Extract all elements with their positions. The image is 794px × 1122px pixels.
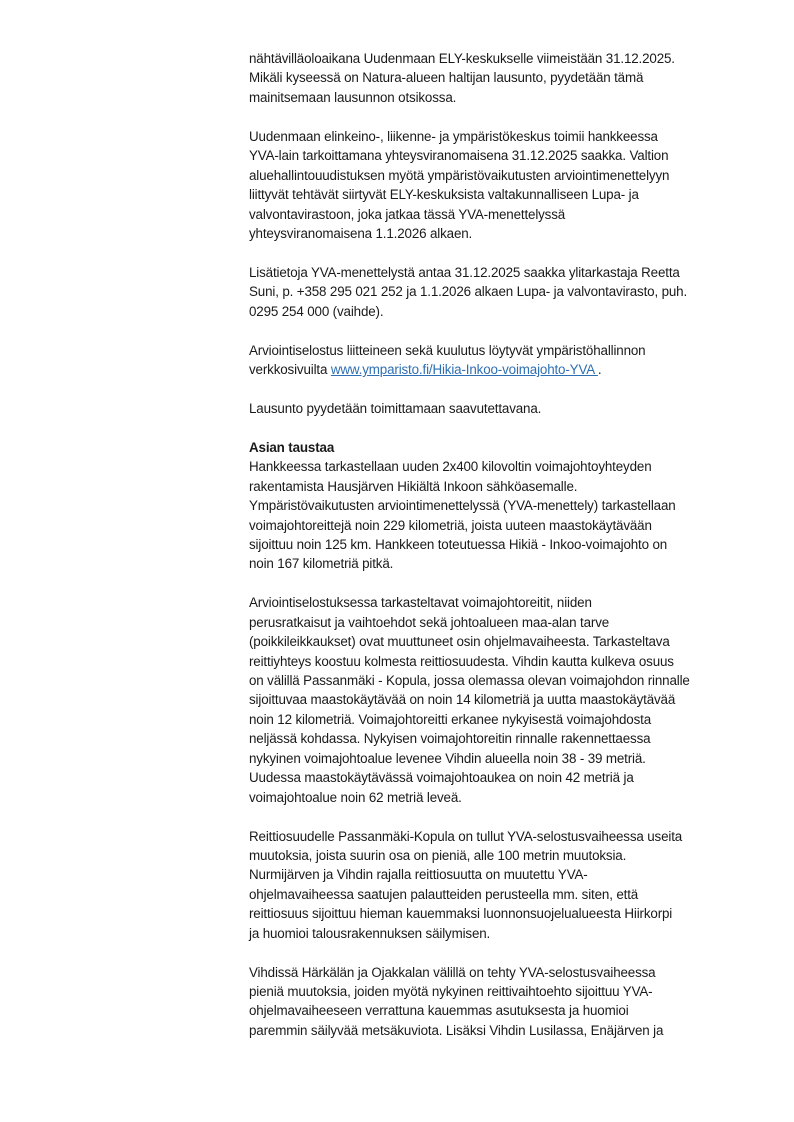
text-line: Arviointiselostus liitteineen sekä kuulutus löytyvät ympäristöhallinnon (249, 342, 646, 358)
environment-website-link[interactable]: www.ymparisto.fi/Hikia-Inkoo-voimajohto-YVA (330, 362, 598, 377)
text-line: rakentamista Hausjärven Hikiältä Inkoon sähköasemalle. (249, 478, 578, 494)
text-line: (poikkileikkaukset) ovat muuttuneet osin ohjelmavaiheesta. Tarkasteltava (249, 634, 670, 650)
text-line: nähtävilläoloaikana Uudenmaan ELY-keskukselle viimeistään 31.12.2025. (249, 51, 675, 66)
text-line: valvontavirastoon, joka jatkaa tässä YVA-menettelyssä (249, 206, 566, 222)
text-line: Uudenmaan elinkeino-, liikenne- ja ympäristökeskus toimii hankkeessa (249, 128, 658, 144)
paragraph-accessibility (249, 399, 769, 418)
text-line: noin 167 kilometriä pitkä. (249, 556, 394, 572)
section-heading: Asian taustaa (249, 439, 335, 455)
text-line: Ympäristövaikutusten arviointimenettelyssä (YVA-menettely) tarkastellaan (249, 498, 676, 514)
paragraph-background (249, 438, 769, 574)
text-line: liittyvät tehtävät siirtyvät ELY-keskuksista valtakunnalliseen Lupa- ja (249, 187, 639, 203)
document-page (249, 49, 769, 1060)
text-line: perusratkaisut ja vaihtoehdot sekä johtoalueen maa-alan tarve (249, 614, 610, 630)
text-line: Lausunto pyydetään toimittamaan saavutettavana. (249, 400, 542, 416)
text-line: Mikäli kyseessä on Natura-alueen haltijan lausunto, pyydetään tämä (249, 70, 644, 86)
text-line: Nurmijärven ja Vihdin rajalla reittiosuutta on muutettu YVA- (249, 867, 588, 883)
text-line: 0295 254 000 (vaihde). (249, 303, 384, 319)
text-line: voimajohtoreittejä noin 229 kilometriä, joista uuteen maastokäytävään (249, 517, 652, 533)
text-line: neljässä kohdassa. Nykyisen voimajohtoreitin rinnalle rakennettaessa (249, 731, 651, 747)
text-line: on välillä Passanmäki - Kopula, jossa olemassa olevan voimajohdon rinnalle (249, 673, 690, 688)
text-line: pieniä muutoksia, joiden myötä nykyinen reittivaihtoehto sijoittuu YVA- (249, 984, 653, 999)
paragraph-passanmaki-kopula (249, 827, 769, 944)
text-line: YVA-lain tarkoittamana yhteysviranomaisena 31.12.2025 saakka. Valtion (249, 148, 669, 164)
text-line: voimajohtoalue noin 62 metriä leveä. (249, 789, 462, 805)
link-suffix: . (597, 362, 602, 377)
text-line: yhteysviranomaisena 1.1.2026 alkaen. (249, 225, 473, 241)
text-line: ohjelmavaiheeseen verrattuna kauemmas asutuksesta ja huomioi (249, 1003, 629, 1019)
paragraph-more-info (249, 263, 769, 321)
text-line: sijoittuvaa maastokäytävää on noin 14 kilometriä ja uutta maastokäytävää (249, 692, 676, 708)
text-line: ja huomioi talousrakennuksen säilymisen. (249, 925, 491, 941)
text-line: Hankkeessa tarkastellaan uuden 2x400 kilovoltin voimajohtoyhteyden (249, 459, 652, 475)
text-line: paremmin säilyvää metsäkuviota. Lisäksi Vihdin Lusilassa, Enäjärven ja (249, 1022, 664, 1038)
text-line: Suni, p. +358 295 021 252 ja 1.1.2026 alkaen Lupa- ja valvontavirasto, puh. (249, 284, 688, 300)
text-line: Lisätietoja YVA-menettelystä antaa 31.12.2025 saakka ylitarkastaja Reetta (249, 264, 680, 280)
text-line: reittiosuus sijoittuu hieman kauemmaksi luonnonsuojelualueesta Hiirkorpi (249, 906, 673, 922)
paragraph-submission-deadline (249, 49, 769, 107)
text-line: nykyinen voimajohtoalue levenee Vihdin alueella noin 38 - 39 metriä. (249, 750, 646, 766)
paragraph-website (249, 341, 769, 380)
text-line: Uudessa maastokäytävässä voimajohtoaukea on noin 42 metriä ja (249, 770, 634, 786)
text-line: sijoittuu noin 125 km. Hankkeen toteutuessa Hikiä - Inkoo-voimajohto on (249, 536, 668, 552)
link-prefix: verkkosivuilta (249, 362, 331, 377)
text-line: reittiyhteys koostuu kolmesta reittiosuudesta. Vihdin kautta kulkeva osuus (249, 653, 674, 669)
text-line: muutoksia, joista suurin osa on pieniä, alle 100 metrin muutoksia. (249, 847, 627, 863)
text-line: Vihdissä Härkälän ja Ojakkalan välillä on tehty YVA-selostusvaiheessa (249, 964, 656, 980)
text-line: Arviointiselostuksessa tarkasteltavat voimajohtoreitit, niiden (249, 595, 592, 611)
paragraph-vihti-changes (249, 963, 769, 1041)
text-line: mainitsemaan lausunnon otsikossa. (249, 89, 457, 105)
text-line (249, 360, 769, 379)
paragraph-routes (249, 593, 769, 807)
text-line: ohjelmavaiheessa saatujen palautteiden perusteella mm. siten, että (249, 886, 639, 902)
text-line: noin 12 kilometriä. Voimajohtoreitti erkanee nykyisestä voimajohdosta (249, 711, 652, 727)
text-line: Reittiosuudelle Passanmäki-Kopula on tullut YVA-selostusvaiheessa useita (249, 828, 683, 844)
paragraph-contact-authority (249, 127, 769, 244)
text-line: aluehallintouudistuksen myötä ympäristövaikutusten arviointimenettelyyn (249, 167, 670, 183)
